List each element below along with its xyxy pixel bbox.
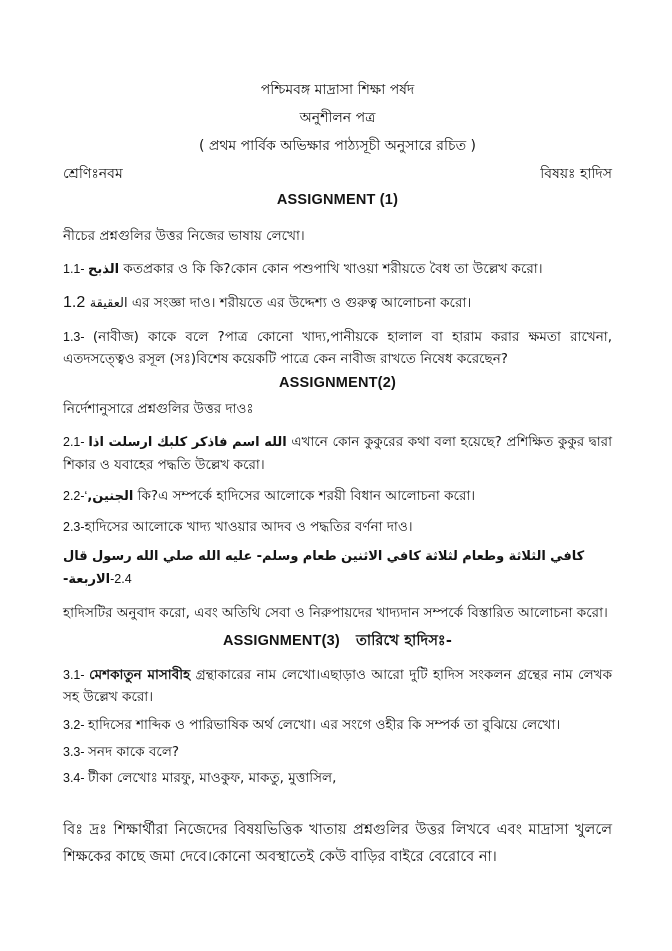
bengali-text: গ্রন্থাকারের নাম লেখো।এছাড়াও আরো দুটি হাদিস সংকলন গ্রন্থের নাম লেখক সহ উল্লেখ করো। <box>63 667 613 705</box>
question-number: 2.1- <box>63 435 89 449</box>
assignment-2-heading: ASSIGNMENT(2) <box>279 375 396 391</box>
bengali-text: হাদিসের আলোকে খাদ্য খাওয়ার আদব ও পদ্ধতির বর্ণনা দাও। <box>84 519 413 535</box>
question-number: 1.3- <box>63 330 93 344</box>
bengali-text: টীকা লেখোঃ মারফু, মাওকুফ, মাকতু, মুত্তাসিল, <box>88 770 337 786</box>
question-3-4 <box>63 767 612 789</box>
arabic-text: الله <box>264 435 287 450</box>
arabic-text: عليه <box>224 549 253 564</box>
question-number: 2.3- <box>63 520 85 534</box>
arabic-text: قال <box>63 549 88 564</box>
question-1-1 <box>63 258 612 281</box>
arabic-text: الله <box>198 549 221 564</box>
question-number: 1.2 <box>63 294 90 311</box>
question-number: 1.1- <box>63 262 89 276</box>
assignment-3-heading-bengali: তারিখে হাদিসঃ- <box>355 633 453 649</box>
question-number: 3.3- <box>63 745 89 759</box>
arabic-text: صلي <box>162 549 194 564</box>
meta-row <box>63 166 612 183</box>
arabic-text: اذا <box>88 435 104 450</box>
bengali-text: কি?এ সম্পর্কে হাদিসের আলোকে শরয়ী বিধান আলোচনা করো। <box>133 488 476 504</box>
bengali-text: সনদ কাকে বলে? <box>88 744 180 760</box>
question-number: 3.2- <box>63 718 89 732</box>
class-label: শ্রেণিঃনবম <box>63 166 123 182</box>
assignment-3-heading-latin: ASSIGNMENT(3) <box>222 633 340 649</box>
paper-type-title: অনুশীলন পত্র <box>299 110 376 126</box>
arabic-text: كلبك <box>156 435 188 450</box>
board-title: পশ্চিমবঙ্গ মাদ্রাসা শিক্ষা পর্ষদ <box>260 82 415 98</box>
bengali-text: হাদিসের শাব্দিক ও পারিভাষিক অর্থ লেখো। এর সংগে ওহীর কি সম্পর্ক তা বুঝিয়ে লেখো। <box>88 717 561 733</box>
bengali-text: কতপ্রকার ও কি কি?কোন কোন পশুপাখি খাওয়া শরীয়তে বৈধ তা উল্লেখ করো। <box>119 261 543 277</box>
question-1-2 <box>63 292 612 315</box>
arabic-text: الاثنين <box>341 549 383 564</box>
arabic-text: وطعام <box>462 549 505 564</box>
assignment-2-intro: নির্দেশানুসারে প্রশ্নগুলির উত্তর দাওঃ <box>63 401 254 417</box>
arabic-text: كافي <box>550 549 585 564</box>
arabic-text: اسم <box>232 435 260 450</box>
question-2-1 <box>63 431 612 476</box>
question-1-3 <box>63 326 612 370</box>
bengali-text: এর সংজ্ঞা দাও। শরীয়তে এর উদ্দেশ্য ও গুরুত্ব আলোচনা করো। <box>127 295 472 311</box>
arabic-text: العقيقة <box>89 296 128 311</box>
question-3-3 <box>63 741 612 763</box>
arabic-text: الثلاثة <box>508 549 546 564</box>
paper-subtitle: ( প্রথম পার্বিক অভিক্ষার পাঠ্যসূচী অনুসারে রচিত ) <box>199 138 476 154</box>
question-3-2 <box>63 714 612 736</box>
assignment-1-intro: নীচের প্রশ্নগুলির উত্তর নিজের ভাষায় লেখো। <box>63 228 305 244</box>
question-2-4 <box>63 545 612 591</box>
arabic-text: لثلاثة <box>425 549 458 564</box>
assignment-3-heading <box>63 633 612 650</box>
arabic-text: الذبح <box>88 262 120 277</box>
arabic-text: فاذكر <box>191 435 228 450</box>
bengali-text: মেশকাতুন মাসাবীহ <box>89 667 191 683</box>
question-number: 2.2-‘ <box>63 489 88 503</box>
assignment-1-heading: ASSIGNMENT (1) <box>276 192 399 208</box>
question-number: 3.4- <box>63 771 89 785</box>
question-2-3 <box>63 516 612 538</box>
subject-label: বিষয়ঃ হাদিস <box>540 166 612 182</box>
question-2-4-instruction: হাদিসটির অনুবাদ করো, এবং অতিথি সেবা ও নিরুপায়দের খাদ্যদান সম্পর্কে বিস্তারিত আলোচনা করো। <box>63 605 608 621</box>
arabic-text: طعام <box>302 549 337 564</box>
question-number: -2.4 <box>110 572 132 586</box>
question-3-1 <box>63 664 612 708</box>
arabic-text: وسلم- <box>256 549 299 564</box>
bengali-text: (নাবীজ) কাকে বলে ?পাত্র কোনো খাদ্য,পানীয়কে হালাল বা হারাম করার ক্ষমতা রাখেনা, এতদসত্ত্বেও রসূল (সঃ)বিশেষ কয়েকটি পাত্রে কেন নাবীজ রাখতে নিষেধ করেছেন? <box>63 329 612 367</box>
arabic-text: الاربعة- <box>63 572 111 587</box>
bengali-text: এখানে কোন কুকুরের কথা বলা হয়েছে? প্রশিক্ষিত কুকুর দ্বারা শিকার ও যবাহের পদ্ধতি উল্লেখ করো। <box>63 434 613 473</box>
arabic-text: الله <box>135 549 159 564</box>
arabic-text: ارسلت <box>108 435 153 450</box>
arabic-text: الجنين, <box>87 489 134 504</box>
question-2-2 <box>63 485 612 508</box>
bottom-note: বিঃ দ্রঃ শিক্ষার্থীরা নিজেদের বিষয়ভিত্তিক খাতায় প্রশ্নগুলির উত্তর লিখবে এবং মাদ্রাসা খুললে শিক্ষকের কাছে জমা দেবে।কোনো অবস্থাতেই কেউ বাড়ির বাইরে বেরোবে না। <box>63 822 612 865</box>
arabic-text: رسول <box>91 549 132 564</box>
question-number: 3.1- <box>63 668 90 682</box>
arabic-text: كافي <box>386 549 421 564</box>
